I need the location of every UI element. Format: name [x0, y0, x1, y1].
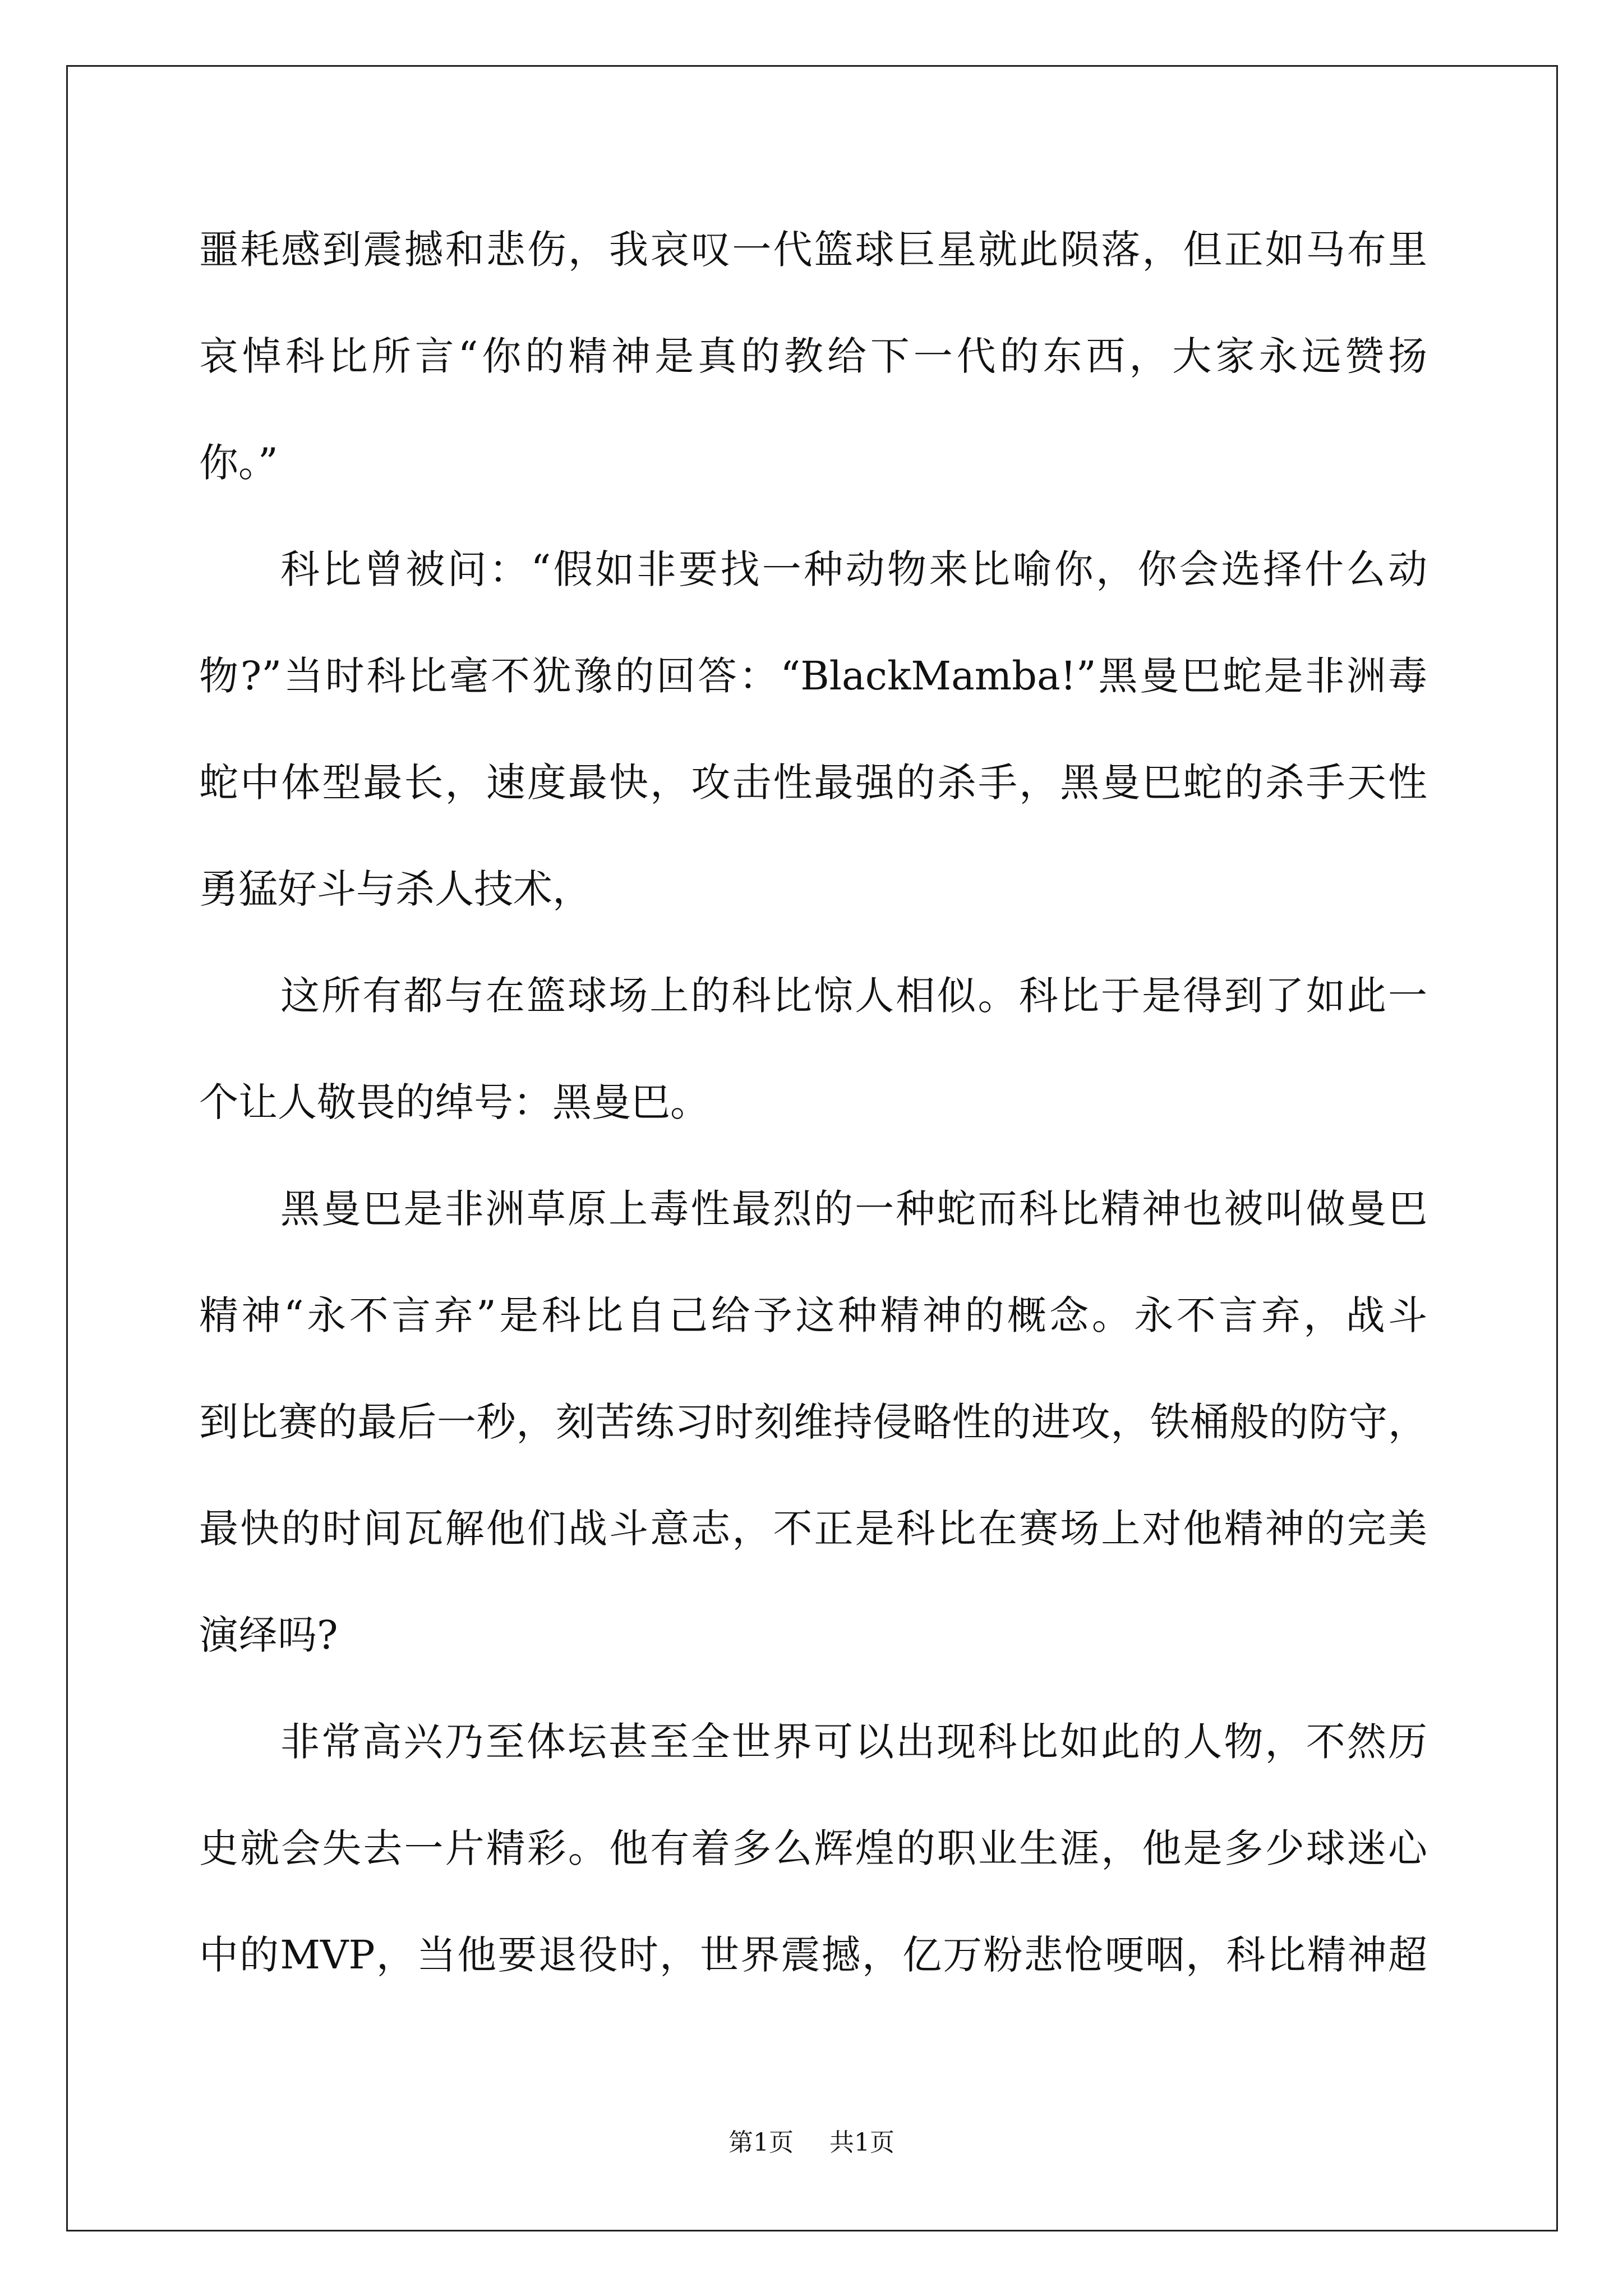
text-line: 到比赛的最后一秒，刻苦练习时刻维持侵略性的进攻，铁桶般的防守， [199, 1399, 1427, 1445]
text-line: 最快的时间瓦解他们战斗意志，不正是科比在赛场上对他精神的完美 [199, 1506, 1427, 1552]
text-line: 非常高兴乃至体坛甚至全世界可以出现科比如此的人物，不然历 [280, 1719, 1427, 1765]
text-line: 这所有都与在篮球场上的科比惊人相似。科比于是得到了如此一 [280, 973, 1427, 1019]
text-line: 蛇中体型最长，速度最快，攻击性最强的杀手，黑曼巴蛇的杀手天性 [199, 760, 1427, 806]
text-line: 史就会失去一片精彩。他有着多么辉煌的职业生涯，他是多少球迷心 [199, 1825, 1427, 1871]
page-number: 第1页 [728, 2128, 794, 2157]
text-line: 勇猛好斗与杀人技术， [199, 866, 592, 912]
text-line: 噩耗感到震撼和悲伤，我哀叹一代篮球巨星就此陨落，但正如马布里 [199, 227, 1427, 273]
text-line: 个让人敬畏的绰号：黑曼巴。 [199, 1079, 709, 1125]
text-line: 你。” [199, 440, 278, 486]
text-line: 哀悼科比所言“你的精神是真的教给下一代的东西，大家永远赞扬 [199, 333, 1427, 379]
text-line: 精神“永不言弃”是科比自己给予这种精神的概念。永不言弃，战斗 [199, 1292, 1427, 1338]
page-total: 共1页 [829, 2128, 895, 2157]
text-line: 黑曼巴是非洲草原上毒性最烈的一种蛇而科比精神也被叫做曼巴 [280, 1186, 1427, 1232]
document-body [199, 216, 1427, 2028]
text-line: 科比曾被问：“假如非要找一种动物来比喻你，你会选择什么动 [280, 546, 1427, 592]
text-line: 演绎吗? [199, 1612, 338, 1658]
text-line: 物?”当时科比毫不犹豫的回答：“BlackMamba!”黑曼巴蛇是非洲毒 [199, 653, 1427, 699]
page-footer [0, 2126, 1623, 2160]
text-line: 中的MVP，当他要退役时，世界震撼，亿万粉悲怆哽咽，科比精神超 [199, 1932, 1427, 1978]
